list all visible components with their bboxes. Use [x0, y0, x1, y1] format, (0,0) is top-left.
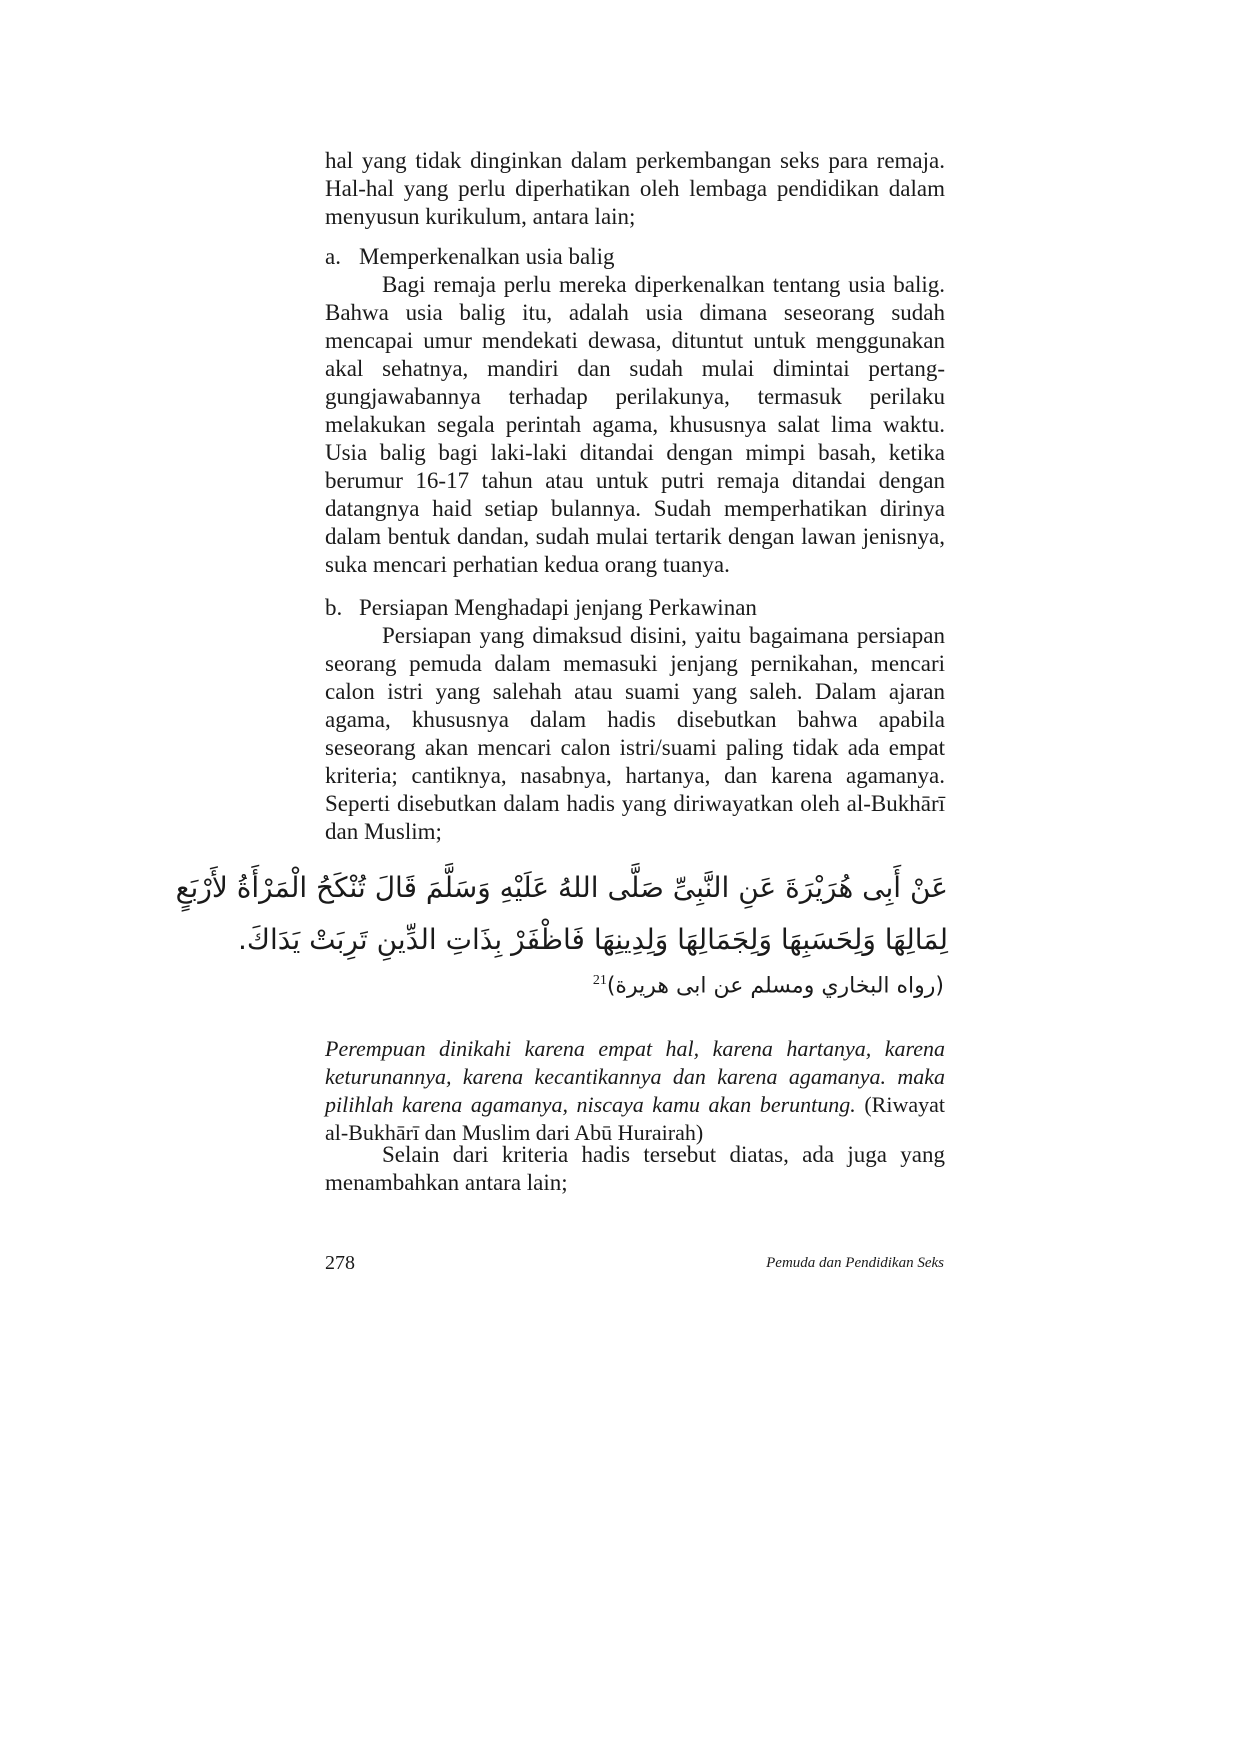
intro-line-1: hal yang tidak dinginkan dalam perkembangan seks para remaja. [325, 148, 945, 173]
hadith-arabic-text [175, 862, 948, 966]
running-title: Pemuda dan Pendidikan Seks [766, 1255, 944, 1271]
section-a-marker: a. [325, 244, 341, 269]
section-b-marker: b. [325, 595, 343, 620]
translation-source: (Riwayat al-Bukhārī dan Muslim dari Abū Hurairah) [325, 1092, 945, 1145]
section-b-heading [325, 594, 945, 622]
translation-italic: Perempuan dinikahi karena empat hal, karena hartanya, karena keturunannya, karena kecantikannya dan karena agamanya. maka pilihlah karena agamanya, niscaya kamu akan beruntung. [325, 1036, 945, 1117]
intro-paragraph [325, 147, 945, 231]
page-number: 278 [325, 1252, 355, 1274]
section-b-body: Persiapan yang dimaksud disini, yaitu bagaimana persiapan seorang pemuda dalam memasuki jenjang pernikahan, mencari calon istri yang salehah atau suami yang saleh. Dalam ajaran agama, khususnya dalam hadis disebutkan bahwa apabila seseorang akan mencari calon istri/suami paling tidak ada empat kriteria; cantiknya, nasabnya, hartanya, dan karena agamanya. Seperti disebutkan dalam hadis yang diriwayatkan oleh al-Bukhārī dan Muslim; [325, 623, 945, 844]
closing-paragraph [325, 1141, 945, 1197]
footnote-marker: 21 [592, 973, 607, 988]
hadith-line-1: عَنْ أَبِى هُرَيْرَةَ عَنِ النَّبِىِّ صَلَّى اللهُ عَلَيْهِ وَسَلَّمَ قَالَ تُنْكَحُ الْمَرْأَةُ لأَرْبَعٍ [175, 871, 948, 904]
closing-text: Selain dari kriteria hadis tersebut diatas, ada juga yang menambahkan antara lain; [325, 1142, 945, 1195]
section-b-title: Persiapan Menghadapi jenjang Perkawinan [359, 595, 757, 620]
hadith-reference-text: (رواه البخاري ومسلم عن ابى هريرة) [606, 973, 944, 999]
intro-line-3: menyusun kurikulum, antara lain; [325, 204, 636, 229]
section-a-body: Bagi remaja perlu mereka diperkenalkan tentang usia balig. Bahwa usia balig itu, adalah usia dimana seseorang sudah mencapai umur mendekati dewasa, dituntut untuk menggunakan akal sehatnya, mandiri dan sudah mulai dimintai pertanggungjawabannya terhadap perilakunya, termasuk perilaku melakukan segala perintah agama, khususnya salat lima waktu. Usia balig bagi laki-laki ditandai dengan mimpi basah, ketika berumur 16-17 tahun atau untuk putri remaja ditandai dengan datangnya haid setiap bulannya. Sudah memperhatikan dirinya dalam bentuk dandan, sudah mulai tertarik dengan lawan jenisnya, suka mencari perhatian kedua orang tuanya. [325, 272, 945, 577]
hadith-line-2: لِمَالِهَا وَلِحَسَبِهَا وَلِجَمَالِهَا وَلِدِينِهَا فَاظْفَرْ بِذَاتِ الدِّينِ تَرِبَتْ يَدَاكَ. [238, 923, 948, 956]
section-a-title: Memperkenalkan usia balig [359, 244, 615, 269]
section-a-heading [325, 243, 945, 271]
hadith-translation [325, 1035, 945, 1147]
section-a [325, 243, 945, 579]
intro-line-2: Hal-hal yang perlu diperhatikan oleh lembaga pendidikan dalam [325, 176, 945, 201]
section-b [325, 594, 945, 846]
hadith-reference [580, 964, 944, 1003]
